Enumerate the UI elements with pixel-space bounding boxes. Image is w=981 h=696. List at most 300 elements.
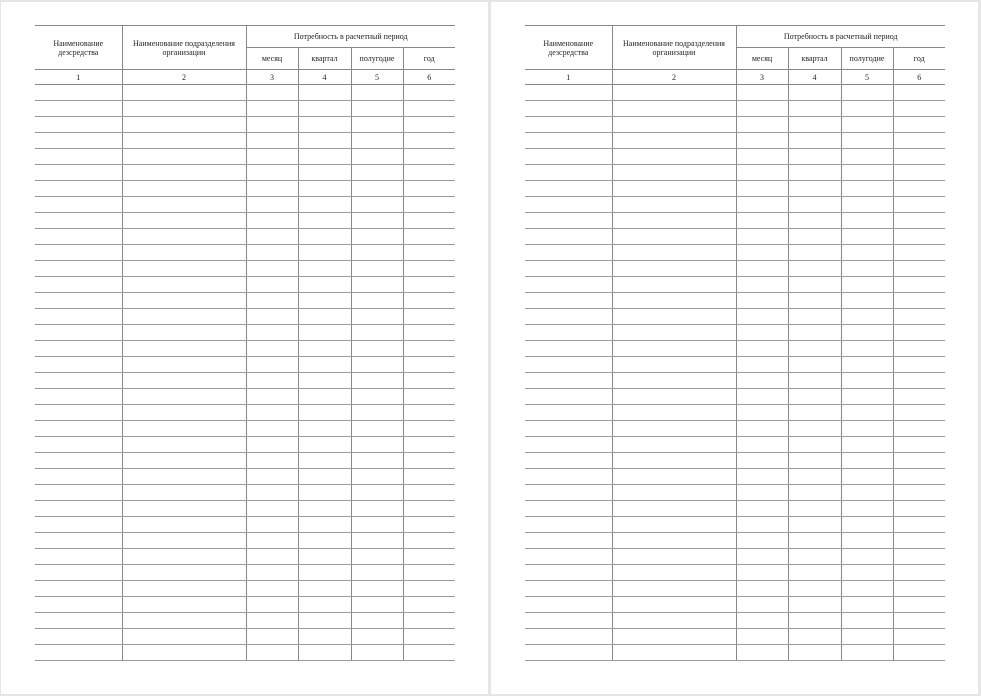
table-cell [35, 517, 122, 533]
table-cell [246, 373, 298, 389]
table-cell [35, 357, 122, 373]
table-cell [841, 181, 893, 197]
needs-table [35, 25, 455, 661]
table-cell [612, 501, 736, 517]
table-cell [525, 165, 612, 181]
table-cell [122, 181, 246, 197]
table-cell [525, 85, 612, 101]
table-cell [351, 261, 403, 277]
table-cell [788, 197, 841, 213]
table-row [525, 277, 945, 293]
table-cell [841, 229, 893, 245]
table-cell [893, 613, 945, 629]
table-cell [612, 389, 736, 405]
table-cell [736, 325, 788, 341]
table-cell [122, 277, 246, 293]
table-row [525, 549, 945, 565]
table-cell [246, 645, 298, 661]
table-cell [841, 341, 893, 357]
table-cell [35, 405, 122, 421]
table-row [525, 197, 945, 213]
table-cell [841, 197, 893, 213]
header-disinfectant-name: Наименование дезсредства [525, 26, 612, 70]
table-cell [403, 373, 455, 389]
table-cell [525, 101, 612, 117]
table-cell [893, 149, 945, 165]
table-cell [351, 277, 403, 293]
table-cell [612, 421, 736, 437]
table-row [35, 213, 455, 229]
table-cell [351, 453, 403, 469]
table-cell [298, 229, 351, 245]
table-cell [403, 565, 455, 581]
table-row [525, 165, 945, 181]
table-cell [403, 277, 455, 293]
table-cell [525, 533, 612, 549]
table-cell [298, 341, 351, 357]
table-cell [736, 341, 788, 357]
table-cell [122, 133, 246, 149]
table-cell [403, 213, 455, 229]
table-cell [298, 309, 351, 325]
table-row [35, 277, 455, 293]
table-row [525, 517, 945, 533]
table-cell [246, 149, 298, 165]
table-cell [122, 437, 246, 453]
table-cell [736, 629, 788, 645]
table-cell [246, 501, 298, 517]
table-cell [736, 213, 788, 229]
table-cell [122, 357, 246, 373]
table-cell [298, 597, 351, 613]
table-cell [351, 149, 403, 165]
table-cell [403, 133, 455, 149]
table-cell [841, 213, 893, 229]
table-cell [525, 645, 612, 661]
table-cell [612, 613, 736, 629]
table-row [525, 357, 945, 373]
table-cell [841, 357, 893, 373]
table-cell [122, 309, 246, 325]
table-row [35, 437, 455, 453]
table-cell [736, 421, 788, 437]
table-cell [351, 485, 403, 501]
table-cell [893, 245, 945, 261]
table-cell [122, 405, 246, 421]
table-cell [298, 629, 351, 645]
table-cell [841, 517, 893, 533]
column-number-row [525, 70, 945, 85]
table-cell [893, 341, 945, 357]
table-cell [403, 245, 455, 261]
table-cell [298, 565, 351, 581]
table-cell [893, 453, 945, 469]
table-cell [612, 229, 736, 245]
table-cell [35, 133, 122, 149]
table-cell [35, 341, 122, 357]
table-cell [122, 213, 246, 229]
table-row [35, 293, 455, 309]
table-row [525, 213, 945, 229]
header-department-name: Наименование подразделения организации [122, 26, 246, 70]
table-cell [525, 325, 612, 341]
table-row [525, 261, 945, 277]
table-row [35, 629, 455, 645]
table-cell [35, 245, 122, 261]
table-cell [351, 213, 403, 229]
table-cell [403, 181, 455, 197]
table-cell [612, 453, 736, 469]
header-disinfectant-name: Наименование дезсредства [35, 26, 122, 70]
table-cell [788, 533, 841, 549]
table-cell [525, 373, 612, 389]
table-cell [736, 453, 788, 469]
table-cell [403, 229, 455, 245]
table-cell [525, 245, 612, 261]
table-row [525, 309, 945, 325]
table-cell [403, 341, 455, 357]
table-row [35, 373, 455, 389]
table-cell [841, 597, 893, 613]
table-cell [35, 613, 122, 629]
table-cell [403, 357, 455, 373]
table-body [35, 70, 455, 661]
table-cell [525, 181, 612, 197]
table-cell [351, 197, 403, 213]
table-cell [612, 533, 736, 549]
table-cell [351, 437, 403, 453]
table-cell [403, 85, 455, 101]
table-row [525, 533, 945, 549]
table-cell [525, 549, 612, 565]
table-row [35, 613, 455, 629]
table-cell [841, 501, 893, 517]
table-row [35, 245, 455, 261]
table-cell [612, 245, 736, 261]
table-cell [122, 117, 246, 133]
table-cell [612, 261, 736, 277]
table-row [35, 197, 455, 213]
table-cell [246, 485, 298, 501]
table-cell [403, 613, 455, 629]
table-cell [351, 357, 403, 373]
table-cell [612, 469, 736, 485]
table-cell [736, 117, 788, 133]
table-row [525, 437, 945, 453]
table-cell [122, 629, 246, 645]
table-row [35, 469, 455, 485]
table-row [35, 357, 455, 373]
table-row [35, 533, 455, 549]
table-cell [35, 469, 122, 485]
table-cell [841, 645, 893, 661]
table-cell [298, 181, 351, 197]
table-cell [403, 469, 455, 485]
table-cell [525, 149, 612, 165]
table-cell [298, 197, 351, 213]
table-row [35, 149, 455, 165]
table-cell [612, 341, 736, 357]
header-year: год [403, 48, 455, 70]
table-cell [893, 325, 945, 341]
table-cell [298, 149, 351, 165]
table-cell [841, 309, 893, 325]
table-row [35, 309, 455, 325]
table-cell [841, 245, 893, 261]
table-cell [351, 293, 403, 309]
table-cell [788, 581, 841, 597]
table-cell [246, 325, 298, 341]
table-row [35, 517, 455, 533]
column-number: 5 [841, 70, 893, 85]
table-cell [612, 325, 736, 341]
table-cell [525, 229, 612, 245]
table-cell [525, 501, 612, 517]
table-cell [246, 581, 298, 597]
table-cell [298, 501, 351, 517]
table-cell [525, 293, 612, 309]
table-cell [351, 613, 403, 629]
table-cell [893, 309, 945, 325]
table-cell [736, 485, 788, 501]
table-cell [298, 325, 351, 341]
table-cell [788, 149, 841, 165]
table-row [35, 549, 455, 565]
table-cell [525, 565, 612, 581]
table-cell [736, 133, 788, 149]
table-cell [351, 533, 403, 549]
table-cell [246, 165, 298, 181]
table-cell [788, 341, 841, 357]
table-cell [788, 453, 841, 469]
table-cell [122, 341, 246, 357]
table-cell [246, 629, 298, 645]
table-cell [525, 389, 612, 405]
column-number: 4 [298, 70, 351, 85]
table-cell [122, 469, 246, 485]
table-cell [246, 533, 298, 549]
table-cell [298, 117, 351, 133]
table-cell [525, 197, 612, 213]
table-row [35, 133, 455, 149]
table-cell [246, 517, 298, 533]
table-cell [246, 389, 298, 405]
table-cell [403, 389, 455, 405]
table-cell [893, 501, 945, 517]
table-cell [351, 245, 403, 261]
table-cell [122, 597, 246, 613]
table-cell [736, 645, 788, 661]
table-cell [351, 341, 403, 357]
table-row [35, 501, 455, 517]
table-cell [893, 357, 945, 373]
table-row [35, 165, 455, 181]
table-cell [35, 149, 122, 165]
table-cell [122, 325, 246, 341]
table-cell [298, 85, 351, 101]
table-cell [298, 421, 351, 437]
table-row [35, 405, 455, 421]
table-cell [736, 597, 788, 613]
table-cell [35, 565, 122, 581]
table-cell [788, 549, 841, 565]
table-row [525, 101, 945, 117]
table-cell [893, 373, 945, 389]
table-cell [525, 469, 612, 485]
table-cell [122, 229, 246, 245]
table-cell [403, 533, 455, 549]
table-cell [893, 485, 945, 501]
table-cell [246, 181, 298, 197]
table-cell [351, 85, 403, 101]
table-cell [122, 533, 246, 549]
table-cell [893, 629, 945, 645]
table-cell [788, 597, 841, 613]
table-cell [298, 165, 351, 181]
table-cell [893, 229, 945, 245]
table-cell [298, 517, 351, 533]
table-row [525, 149, 945, 165]
table-cell [893, 517, 945, 533]
table-cell [246, 277, 298, 293]
table-cell [612, 437, 736, 453]
table-cell [788, 245, 841, 261]
table-cell [351, 597, 403, 613]
table-cell [122, 165, 246, 181]
table-cell [788, 229, 841, 245]
header-year: год [893, 48, 945, 70]
table-row [525, 405, 945, 421]
table-cell [893, 389, 945, 405]
table-cell [841, 453, 893, 469]
table-cell [298, 213, 351, 229]
table-cell [525, 437, 612, 453]
table-cell [893, 101, 945, 117]
table-cell [788, 389, 841, 405]
table-cell [246, 437, 298, 453]
table-cell [525, 357, 612, 373]
table-cell [298, 469, 351, 485]
table-cell [403, 597, 455, 613]
table-row [35, 453, 455, 469]
table-cell [893, 421, 945, 437]
table-cell [403, 581, 455, 597]
table-row [525, 341, 945, 357]
table-cell [246, 469, 298, 485]
table-cell [351, 165, 403, 181]
table-cell [35, 181, 122, 197]
table-row [525, 373, 945, 389]
table-cell [298, 453, 351, 469]
table-cell [788, 373, 841, 389]
table-cell [403, 261, 455, 277]
table-cell [788, 117, 841, 133]
needs-table [525, 25, 945, 661]
table-cell [351, 101, 403, 117]
table-row [35, 229, 455, 245]
table-cell [403, 117, 455, 133]
table-cell [788, 357, 841, 373]
table-row [35, 581, 455, 597]
table-cell [525, 485, 612, 501]
table-cell [525, 405, 612, 421]
table-row [35, 341, 455, 357]
column-number: 6 [893, 70, 945, 85]
table-cell [841, 165, 893, 181]
table-cell [351, 501, 403, 517]
table-cell [736, 581, 788, 597]
table-cell [351, 117, 403, 133]
table-cell [403, 165, 455, 181]
table-cell [736, 501, 788, 517]
table-cell [525, 597, 612, 613]
table-cell [122, 613, 246, 629]
table-cell [403, 485, 455, 501]
table-cell [788, 293, 841, 309]
table-cell [893, 117, 945, 133]
table-cell [736, 533, 788, 549]
table-cell [612, 373, 736, 389]
table-cell [736, 405, 788, 421]
table-cell [736, 245, 788, 261]
table-cell [893, 581, 945, 597]
table-cell [841, 117, 893, 133]
table-cell [122, 565, 246, 581]
table-cell [403, 325, 455, 341]
table-cell [351, 549, 403, 565]
table-cell [788, 629, 841, 645]
table-cell [841, 581, 893, 597]
table-cell [788, 501, 841, 517]
table-cell [612, 165, 736, 181]
table-cell [351, 309, 403, 325]
table-cell [841, 101, 893, 117]
table-cell [736, 437, 788, 453]
table-cell [246, 309, 298, 325]
table-cell [298, 261, 351, 277]
table-cell [122, 485, 246, 501]
column-number: 6 [403, 70, 455, 85]
table-cell [246, 133, 298, 149]
table-cell [841, 469, 893, 485]
table-cell [736, 309, 788, 325]
table-row [525, 581, 945, 597]
table-cell [736, 469, 788, 485]
table-cell [525, 581, 612, 597]
table-cell [35, 629, 122, 645]
table-cell [35, 549, 122, 565]
table-row [35, 85, 455, 101]
table-cell [841, 485, 893, 501]
table-row [35, 117, 455, 133]
table-cell [35, 597, 122, 613]
table-cell [403, 501, 455, 517]
table-cell [612, 357, 736, 373]
table-row [35, 645, 455, 661]
table-cell [612, 629, 736, 645]
table-cell [246, 565, 298, 581]
table-cell [298, 245, 351, 261]
table-cell [351, 629, 403, 645]
table-row [525, 645, 945, 661]
table-cell [298, 405, 351, 421]
table-cell [841, 629, 893, 645]
left-page [1, 2, 488, 694]
table-row [35, 101, 455, 117]
table-cell [612, 485, 736, 501]
table-cell [736, 149, 788, 165]
table-cell [246, 453, 298, 469]
